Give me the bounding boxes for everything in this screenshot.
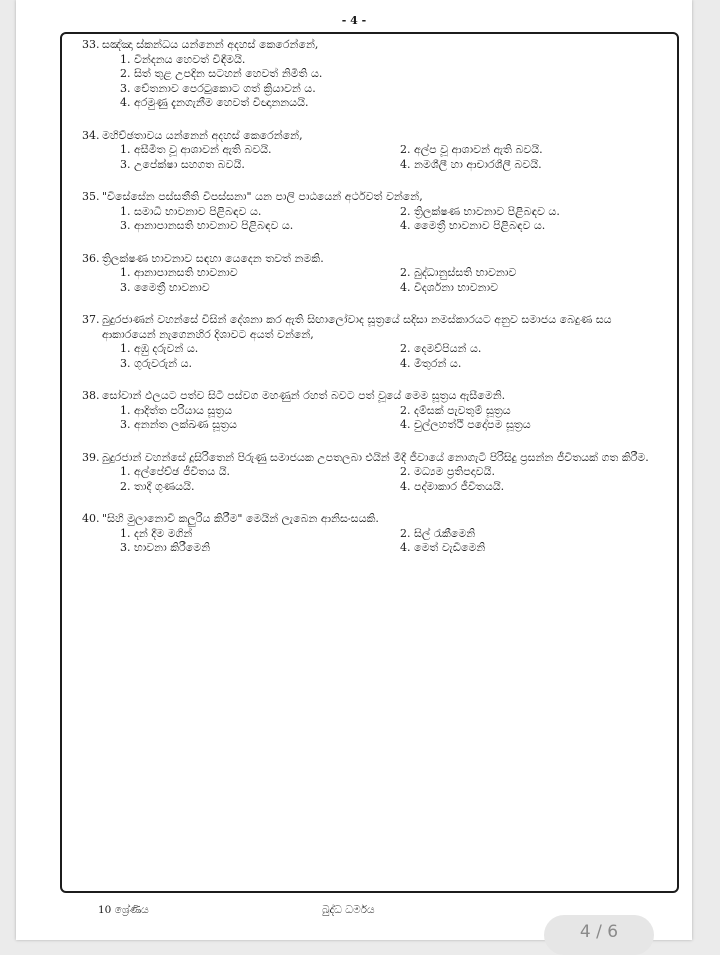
question-stem xyxy=(82,190,662,205)
answer-option: 3. අනන්ත ලක්ඛණ සූත්‍රය xyxy=(120,418,237,431)
answer-option: 1. දන් දීම මගින් xyxy=(120,526,193,540)
answer-options xyxy=(120,266,662,295)
answer-option: 1. වින්දනය හෙවත් විඳීමයි. xyxy=(120,52,246,66)
answer-options xyxy=(120,143,662,172)
question-text: මහිච්ඡතාවය යන්නෙන් අදහස් කෙරෙන්නේ, xyxy=(102,128,303,142)
question-number: 36. xyxy=(82,251,100,265)
answer-option: 4. අරමුණු දැනගැනීම හෙවත් විඥානනයයි. xyxy=(120,96,309,109)
answer-option: 1. ආදිත්ත පරියාය සූත්‍රය xyxy=(120,403,233,417)
answer-option: 3. ගුරුවරුන් ය. xyxy=(120,356,192,370)
answer-options xyxy=(120,205,662,234)
answer-option: 2. තාදී ගුණයයි. xyxy=(120,479,195,493)
question-number: 34. xyxy=(82,128,100,142)
question-text: බුදුරජාන් වහන්සේ දූසිරිතෙන් පිරුණු සමාජයක උපතලබා එයින් මිදී ජීවායේ නොගැටී පිරිසිදු ප්‍රසන්න ජීවිතයක් ගත කිරීම. xyxy=(102,450,649,464)
answer-option: 3. චේතනාව පෙරටුකොට ගත් ක්‍රියාවන් ය. xyxy=(120,81,316,95)
question-number: 37. xyxy=(82,313,100,326)
page-indicator: 4 / 6 xyxy=(544,915,654,955)
question-number: 38. xyxy=(82,389,100,402)
answer-option: 1. අල්පේච්ඡ ජීවිතය යි. xyxy=(120,465,231,478)
answer-option: 3. ආනාපානසති භාවනාව පිළිබඳව ය. xyxy=(120,219,294,232)
answer-option: 4. මිතුරන් ය. xyxy=(400,356,462,370)
question-34 xyxy=(82,129,662,173)
page-number: - 4 - xyxy=(341,14,367,27)
question-text: සෝවාන් ඵලයට පත්ව සිටි පස්වග මහණුන් රහත් බවට පත් වූයේ මෙම සූත්‍රය ඇසීමෙනි. xyxy=(102,389,506,402)
question-stem xyxy=(82,512,662,527)
question-text: සඤ්ඤා ස්කන්ධය යන්නෙන් අදහස් කෙරෙන්නේ, xyxy=(102,38,319,51)
answer-option: 1. ආනාපානසති භාවනාව xyxy=(120,266,238,279)
answer-option: 2. ත්‍රිලක්ෂණ භාවනාව පිළිබඳව ය. xyxy=(400,204,560,218)
answer-options xyxy=(120,342,662,371)
answer-option: 2. මධ්‍යම ප්‍රතිපදාවයි. xyxy=(400,465,495,478)
question-frame xyxy=(60,32,679,893)
answer-option: 2. බුද්ධානුස්සති භාවනාව xyxy=(400,266,517,279)
question-number: 35. xyxy=(82,190,100,203)
answer-option: 2. දම්සක් පැවතුම් සූත්‍රය xyxy=(400,403,511,417)
answer-option: 4. මෙත් වැඩීමෙනි xyxy=(400,541,486,554)
answer-option: 1. අඹු දරුවන් ය. xyxy=(120,342,199,355)
question-stem xyxy=(82,38,662,53)
question-number: 39. xyxy=(82,450,100,464)
question-36 xyxy=(82,252,662,296)
answer-option: 4. චුල්ලහත්ථි පදෝපම සූත්‍රය xyxy=(400,418,531,431)
question-40 xyxy=(82,512,662,556)
answer-option: 4. මෛත්‍රී භාවනාව පිළිබඳව ය. xyxy=(400,219,546,232)
answer-option: 3. උපේක්ෂා සහගත බවයි. xyxy=(120,157,245,171)
answer-option: 4. පද්මාකාර ජීවිතයයි. xyxy=(400,479,505,493)
question-text: "සිහි මුලානොවී කලුරිය කිරීම" මෙයින් ලැබෙන ආනිසංසයකි. xyxy=(102,512,379,525)
answer-option: 4. විදර්ශනා භාවනාව xyxy=(400,280,498,294)
answer-option: 2. අල්ප වූ ආශාවන් ඇති බවයි. xyxy=(400,143,543,156)
answer-option: 2. සිත් තුළ උපදින සටහන් හෙවත් නිමිති ය. xyxy=(120,67,323,80)
question-stem xyxy=(82,389,662,404)
question-list xyxy=(82,38,662,574)
question-number: 33. xyxy=(82,38,100,51)
question-35 xyxy=(82,190,662,234)
answer-options xyxy=(120,404,662,433)
question-33 xyxy=(82,38,662,111)
answer-option: 3. මෛත්‍රී භාවනාව xyxy=(120,280,210,294)
answer-option: 1. සමාධි භාවනාව පිළිබඳව ය. xyxy=(120,204,262,218)
question-stem xyxy=(82,313,662,342)
answer-options xyxy=(120,527,662,556)
exam-page xyxy=(16,0,692,940)
answer-option: 1. අසීමිත වූ ආශාවන් ඇති බවයි. xyxy=(120,143,272,156)
question-37 xyxy=(82,313,662,371)
question-number: 40. xyxy=(82,512,100,525)
question-text: "විසේසේන පස්සතීති විපස්සනා" යන පාලි පාඨයෙන් අර්ථවත් වන්නේ, xyxy=(102,190,423,203)
question-text: ත්‍රිලක්ෂණ භාවනාව සඳහා යෙදෙන තවත් නමකි. xyxy=(102,251,324,265)
answer-option: 2. දෙමව්පියන් ය. xyxy=(400,342,482,355)
answer-option: 3. භාවනා කිරීමෙනි xyxy=(120,541,211,554)
question-stem xyxy=(82,252,662,267)
answer-options xyxy=(120,53,662,111)
answer-option: 2. සිල් රැකීමෙනි xyxy=(400,526,476,540)
question-stem xyxy=(82,451,662,466)
question-38 xyxy=(82,389,662,433)
footer-subject: බුද්ධ ධර්මය xyxy=(322,904,375,916)
answer-options xyxy=(120,465,662,494)
question-39 xyxy=(82,451,662,495)
answer-option: 4. නමශීලී හා ආචාරශීලී බවයි. xyxy=(400,157,542,171)
question-text: බුදුරජාණන් වහන්සේ විසින් දේශනා කර ඇති සිඟාලෝවාද සූත්‍රයේ සදිසා නමස්කාරයට අනුව සමාජය බෙදුණ සය ආකාරයෙන් නැගෙනහිර දිශාවට අයත් වන්නේ, xyxy=(102,313,612,341)
question-stem xyxy=(82,129,662,144)
footer-grade: 10 ශ්‍රේණිය xyxy=(98,904,149,916)
